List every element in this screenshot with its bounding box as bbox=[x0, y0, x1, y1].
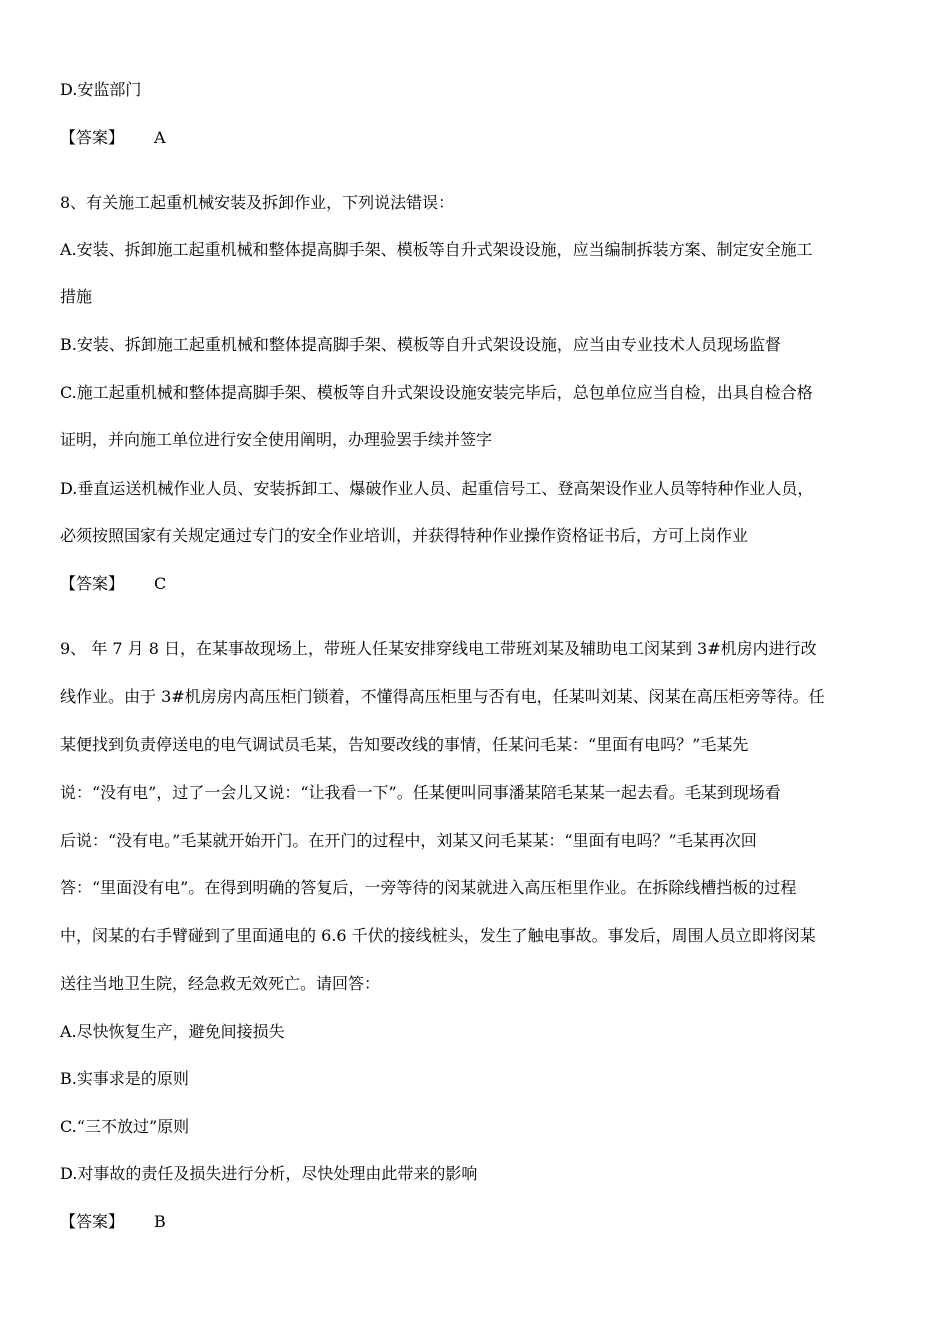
q9-answer bbox=[60, 1210, 890, 1234]
answer-value: A bbox=[154, 128, 166, 147]
q9-stem-line: 送往当地卫生院，经急救无效死亡。请回答： bbox=[60, 974, 381, 993]
q8-option-a-line1: A.安装、拆卸施工起重机械和整体提高脚手架、模板等自升式架设设施，应当编制拆装方案、制定安全施工 bbox=[60, 240, 813, 259]
answer-label: 【答案】 bbox=[60, 574, 125, 593]
q7-option-d: D.安监部门 bbox=[60, 80, 142, 99]
q9-stem-line: 某便找到负责停送电的电气调试员毛某，告知要改线的事情，任某问毛某：“里面有电吗？”毛某先 bbox=[60, 735, 749, 754]
q8-option-d-line2: 必须按照国家有关规定通过专门的安全作业培训，并获得特种作业操作资格证书后，方可上岗作业 bbox=[60, 526, 749, 545]
answer-value: B bbox=[154, 1212, 166, 1231]
q9-stem-line: 9、 年 7 月 8 日，在某事故现场上，带班人任某安排穿线电工带班刘某及辅助电工闵某到 3#机房内进行改 bbox=[60, 639, 817, 658]
answer-label: 【答案】 bbox=[60, 128, 125, 147]
q8-option-c-line1: C.施工起重机械和整体提高脚手架、模板等自升式架设设施安装完毕后，总包单位应当自检，出具自检合格 bbox=[60, 383, 813, 402]
answer-label: 【答案】 bbox=[60, 1212, 125, 1231]
q8-option-b: B.安装、拆卸施工起重机械和整体提高脚手架、模板等自升式架设设施，应当由专业技术人员现场监督 bbox=[60, 335, 781, 354]
q8-option-c-line2: 证明，并向施工单位进行安全使用阐明，办理验罢手续并签字 bbox=[60, 430, 493, 449]
q8-stem: 8、有关施工起重机械安装及拆卸作业，下列说法错误： bbox=[60, 193, 455, 212]
answer-value: C bbox=[154, 574, 167, 593]
q9-stem-line: 答：“里面没有电”。在得到明确的答复后，一旁等待的闵某就进入高压柜里作业。在拆除线槽挡板的过程 bbox=[60, 878, 797, 897]
q7-answer bbox=[60, 126, 890, 150]
q9-stem-line: 中，闵某的右手臂碰到了里面通电的 6.6 千伏的接线桩头，发生了触电事故。事发后，周围人员立即将闵某 bbox=[60, 926, 816, 945]
q9-option-c: C.“三不放过”原则 bbox=[60, 1117, 190, 1136]
q9-stem-line: 线作业。由于 3#机房房内高压柜门锁着，不懂得高压柜里与否有电，任某叫刘某、闵某在高压柜旁等待。任 bbox=[60, 687, 825, 706]
q9-stem-line: 后说：“没有电。”毛某就开始开门。在开门的过程中，刘某又问毛某某：“里面有电吗？”毛某再次回 bbox=[60, 831, 757, 850]
q9-stem-line: 说：“没有电”，过了一会儿又说：“让我看一下”。任某便叫同事潘某陪毛某某一起去看。毛某到现场看 bbox=[60, 783, 781, 802]
q8-option-a-line2: 措施 bbox=[60, 287, 93, 306]
q8-answer bbox=[60, 572, 890, 596]
q8-option-d-line1: D.垂直运送机械作业人员、安装拆卸工、爆破作业人员、起重信号工、登高架设作业人员等特种作业人员， bbox=[60, 479, 814, 498]
q9-option-b: B.实事求是的原则 bbox=[60, 1069, 189, 1088]
q9-option-d: D.对事故的责任及损失进行分析，尽快处理由此带来的影响 bbox=[60, 1164, 478, 1183]
q9-option-a: A.尽快恢复生产，避免间接损失 bbox=[60, 1022, 285, 1041]
